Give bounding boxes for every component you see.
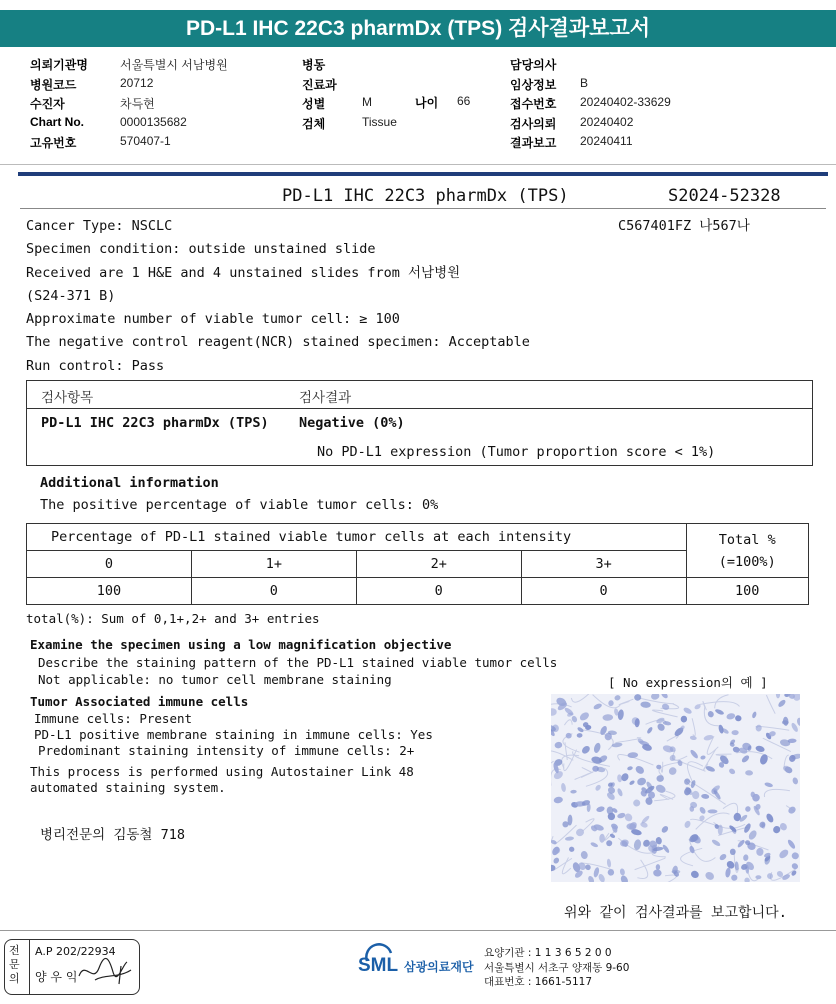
nucleus	[650, 694, 660, 701]
process-line-1: This process is performed using Autostainer Link 48	[30, 764, 414, 779]
pathologist-stamp	[4, 939, 140, 995]
ihc-cell-pattern	[551, 694, 800, 882]
nucleus	[689, 749, 699, 760]
additional-text: The positive percentage of viable tumor cells: 0%	[40, 497, 439, 513]
result-col-item: 검사항목	[41, 390, 94, 406]
nucleus	[551, 864, 556, 871]
result-box-divider	[27, 408, 812, 409]
meta-value: 0000135682	[120, 114, 187, 129]
meta-row	[510, 95, 671, 115]
stroma-fiber	[619, 699, 633, 704]
test-name: PD-L1 IHC 22C3 pharmDx (TPS)	[282, 186, 569, 206]
accent-bar	[18, 172, 828, 176]
case-reference: (S24-371 B)	[26, 287, 116, 304]
nucleus	[683, 786, 693, 796]
nucleus	[553, 796, 563, 804]
nucleus	[633, 839, 642, 851]
stroma-fiber	[575, 772, 594, 780]
intensity-header: Percentage of PD-L1 stained viable tumor cells at each intensity	[27, 524, 687, 551]
nucleus	[701, 793, 710, 799]
nucleus	[744, 877, 750, 882]
nucleus	[776, 694, 780, 698]
nucleus	[766, 872, 774, 880]
table-footnote: total(%): Sum of 0,1+,2+ and 3+ entries	[26, 611, 320, 626]
nucleus	[619, 874, 629, 882]
nucleus	[755, 875, 761, 879]
intensity-value-1: 0	[191, 578, 356, 605]
total-label: Total %	[718, 531, 776, 548]
intensity-table	[26, 523, 809, 605]
stroma-fiber	[564, 750, 577, 771]
total-sub: (=100%)	[718, 553, 776, 570]
meta-label: 검체	[302, 116, 326, 131]
stamp-label: 전문의	[9, 944, 20, 985]
nucleus	[578, 711, 590, 722]
nucleus	[683, 820, 691, 829]
meta-row	[510, 56, 556, 76]
meta-value: 차득현	[120, 97, 155, 111]
logo-text: SML	[358, 955, 399, 976]
nucleus	[700, 755, 706, 760]
report-number: S2024-52328	[668, 186, 781, 206]
meta-row	[510, 75, 589, 96]
meta-label: 병원코드	[30, 77, 77, 92]
report-title-row	[20, 186, 826, 209]
nucleus	[692, 790, 700, 799]
nucleus	[726, 712, 736, 720]
org-info-line-3: 대표번호 : 1661-5117	[484, 976, 593, 988]
nucleus	[660, 694, 669, 699]
nucleus	[743, 854, 749, 861]
examine-line-2: Not applicable: no tumor cell membrane staining	[38, 672, 392, 687]
stroma-fiber	[582, 767, 592, 772]
nucleus	[566, 733, 572, 739]
intensity-value-0: 100	[27, 578, 192, 605]
report-details	[26, 215, 530, 378]
nucleus	[561, 783, 567, 793]
nucleus	[737, 839, 746, 849]
meta-column-1	[30, 56, 228, 154]
nucleus	[718, 853, 727, 862]
org-info-line-1: 요양기관 : 1 1 3 6 5 2 0 0	[484, 947, 612, 959]
nucleus	[783, 717, 789, 727]
nucleus	[791, 852, 799, 860]
nucleus	[741, 754, 751, 764]
meta-row	[302, 95, 372, 115]
meta-row	[510, 114, 634, 135]
stroma-fiber	[615, 738, 641, 743]
nucleus	[627, 752, 638, 758]
run-control: Run control: Pass	[26, 357, 165, 374]
nucleus	[751, 711, 757, 719]
nucleus	[607, 868, 615, 876]
meta-row	[30, 95, 155, 115]
meta-row	[30, 75, 154, 96]
nucleus	[634, 694, 641, 701]
nucleus	[731, 730, 738, 735]
meta-value: Tissue	[362, 114, 397, 129]
nucleus	[755, 724, 762, 732]
ihc-example-image	[551, 694, 800, 882]
nucleus	[565, 836, 574, 841]
nucleus	[552, 857, 560, 865]
meta-label: 담당의사	[510, 58, 557, 72]
stroma-fiber	[635, 858, 666, 870]
process-line-2: automated staining system.	[30, 780, 226, 795]
header-separator	[0, 164, 836, 165]
nucleus	[617, 812, 626, 819]
meta-age	[415, 94, 471, 111]
nucleus	[745, 770, 753, 776]
meta-label: 성별	[302, 97, 326, 111]
nucleus	[575, 827, 585, 837]
result-col-result: 검사결과	[299, 390, 352, 406]
nucleus	[756, 848, 763, 856]
meta-column-3	[510, 56, 671, 154]
nucleus	[606, 840, 613, 847]
meta-value: 20240402	[580, 114, 634, 129]
nucleus	[616, 788, 623, 797]
meta-value: B	[580, 75, 589, 90]
nucleus	[636, 777, 647, 787]
meta-value: 20712	[120, 75, 154, 90]
cancer-type: Cancer Type: NSCLC	[26, 218, 173, 234]
stroma-fiber	[571, 694, 599, 702]
intensity-col-0: 0	[27, 551, 192, 578]
meta-label: 결과보고	[510, 136, 557, 150]
nucleus	[796, 717, 800, 726]
meta-label: 접수번호	[510, 97, 557, 111]
stroma-fiber	[766, 695, 775, 714]
intensity-value-2: 0	[356, 578, 521, 605]
nucleus	[590, 841, 599, 848]
intensity-total: 100	[686, 578, 809, 605]
immune-heading: Tumor Associated immune cells	[30, 694, 249, 709]
nucleus	[728, 768, 736, 776]
nucleus	[614, 694, 621, 701]
meta-value: 570407-1	[120, 134, 171, 148]
specimen-code: C567401FZ 나567나	[618, 218, 750, 234]
nucleus	[623, 812, 633, 823]
nucleus	[735, 715, 742, 722]
nucleus	[747, 829, 758, 841]
pathologist-signature: 병리전문의 김동철 718	[40, 827, 185, 843]
stroma-fiber	[637, 860, 647, 879]
meta-value: M	[362, 95, 372, 109]
nucleus	[653, 869, 662, 877]
age-value: 66	[457, 94, 471, 108]
result-value: Negative (0%)	[299, 415, 405, 431]
nucleus	[627, 766, 633, 771]
nucleus	[640, 701, 651, 708]
nucleus	[593, 742, 602, 754]
nucleus	[587, 875, 595, 882]
immune-line-1: Immune cells: Present	[34, 711, 193, 726]
nucleus	[568, 846, 575, 853]
age-label: 나이	[415, 96, 439, 110]
meta-row	[302, 76, 337, 96]
nucleus	[764, 782, 773, 788]
nucleus	[633, 799, 641, 807]
nucleus	[596, 806, 606, 813]
meta-value: 20240402-33629	[580, 95, 671, 109]
nucleus	[777, 699, 787, 709]
nucleus	[629, 780, 636, 786]
meta-label: Chart No.	[30, 114, 84, 129]
nucleus	[755, 745, 765, 753]
nucleus	[667, 766, 678, 777]
nucleus	[711, 839, 721, 848]
immune-line-2: PD-L1 positive membrane staining in immune cells: Yes	[34, 727, 433, 742]
intensity-col-2: 2+	[356, 551, 521, 578]
meta-row	[302, 56, 337, 76]
image-caption: [ No expression의 예 ]	[608, 675, 768, 690]
meta-label: 수진자	[30, 97, 65, 111]
negative-control: The negative control reagent(NCR) stained specimen: Acceptable	[26, 334, 530, 351]
meta-row	[30, 56, 228, 76]
meta-label: 진료과	[302, 77, 337, 92]
intensity-value-3: 0	[521, 578, 686, 605]
stroma-fiber	[652, 710, 677, 717]
nucleus	[551, 708, 557, 716]
meta-label: 의뢰기관명	[30, 58, 88, 72]
nucleus	[758, 820, 766, 829]
total-header	[686, 524, 809, 578]
meta-value: 20240411	[580, 134, 633, 148]
meta-label: 고유번호	[30, 136, 77, 150]
nucleus	[593, 702, 603, 710]
nucleus	[698, 806, 706, 815]
meta-label: 검사의뢰	[510, 116, 557, 131]
stroma-fiber	[700, 702, 740, 707]
nucleus	[765, 812, 775, 823]
nucleus	[580, 744, 591, 755]
nucleus	[577, 733, 583, 738]
meta-label: 병동	[302, 58, 326, 72]
nucleus	[708, 809, 718, 813]
org-info	[484, 946, 629, 990]
received-slides: Received are 1 H&E and 4 unstained slides from 서남병원	[26, 264, 461, 281]
result-detail: No PD-L1 expression (Tumor proportion score < 1%)	[317, 444, 716, 460]
stamp-ap-number: A.P 202/22934	[35, 945, 116, 958]
nucleus	[594, 784, 602, 792]
nucleus	[730, 849, 736, 855]
stroma-fiber	[665, 875, 677, 882]
nucleus	[619, 868, 625, 876]
nucleus	[704, 870, 716, 881]
nucleus	[580, 850, 589, 859]
examine-line-1: Describe the staining pattern of the PD-L1 stained viable tumor cells	[38, 655, 558, 670]
intensity-col-3: 3+	[521, 551, 686, 578]
meta-value: 서울특별시 서남병원	[120, 58, 228, 72]
meta-label: 임상정보	[510, 77, 557, 92]
specimen-condition: Specimen condition: outside unstained slide	[26, 241, 376, 258]
org-info-line-2: 서울특별시 서초구 양재동 9-60	[484, 961, 630, 974]
stroma-fiber	[692, 718, 695, 736]
nucleus	[599, 834, 605, 843]
result-item: PD-L1 IHC 22C3 pharmDx (TPS)	[41, 415, 269, 431]
nucleus	[608, 700, 614, 706]
nucleus	[707, 710, 715, 718]
nucleus	[646, 726, 653, 734]
nucleus	[725, 867, 732, 878]
meta-row	[302, 114, 397, 135]
nucleus	[634, 764, 645, 775]
nucleus	[787, 839, 797, 850]
nucleus	[597, 873, 606, 882]
nucleus	[792, 777, 799, 785]
meta-column-2	[302, 56, 397, 134]
report-title-banner: PD-L1 IHC 22C3 pharmDx (TPS) 검사결과보고서	[0, 10, 836, 47]
stroma-fiber	[764, 789, 790, 797]
nucleus	[570, 790, 577, 794]
nucleus	[690, 869, 700, 879]
nucleus	[680, 715, 687, 723]
meta-row	[510, 134, 633, 154]
nucleus	[690, 735, 697, 740]
nucleus	[656, 864, 661, 870]
nucleus	[602, 714, 613, 721]
nucleus	[730, 873, 739, 882]
stamp-name: 양 우 익	[35, 970, 78, 984]
handwritten-signature	[75, 954, 135, 988]
intensity-col-1: 1+	[191, 551, 356, 578]
result-box	[26, 380, 813, 466]
stamp-divider	[29, 940, 30, 994]
nucleus	[759, 753, 769, 765]
nucleus	[683, 706, 693, 715]
nucleus	[554, 741, 563, 749]
org-name: 삼광의료재단	[404, 960, 474, 974]
immune-line-3: Predominant staining intensity of immune cells: 2+	[38, 743, 415, 758]
footer-separator	[0, 930, 836, 931]
nucleus	[617, 709, 624, 720]
nucleus	[660, 825, 669, 834]
stroma-fiber	[555, 825, 577, 844]
meta-row	[30, 114, 187, 135]
nucleus	[778, 848, 790, 860]
nucleus	[791, 862, 799, 870]
examine-heading: Examine the specimen using a low magnification objective	[30, 637, 452, 652]
nucleus	[654, 783, 666, 794]
viable-tumor-cells: Approximate number of viable tumor cell: ≥ 100	[26, 311, 400, 328]
additional-heading: Additional information	[40, 475, 219, 491]
stroma-fiber	[564, 720, 572, 725]
stroma-fiber	[667, 736, 679, 742]
nucleus	[745, 806, 752, 813]
meta-row	[30, 134, 171, 154]
nucleus	[714, 708, 724, 716]
nucleus	[606, 858, 611, 867]
closing-statement: 위와 같이 검사결과를 보고합니다.	[564, 905, 788, 921]
